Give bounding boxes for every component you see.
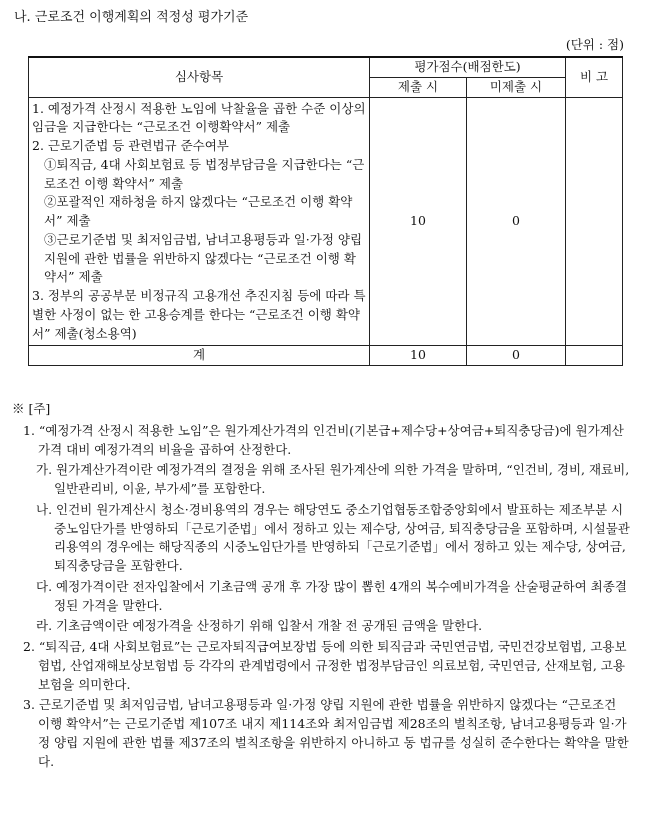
remark-cell [566,97,623,346]
criteria-subitem: ③근로기준법 및 최저임금법, 남녀고용평등과 일·가정 양립 지원에 관한 법률을 위반하지 않겠다는 “근로조건 이행 확약서” 제출 [44,231,363,285]
note-subitem: 나. 인건비 원가계산시 청소·경비용역의 경우는 해당연도 중소기업협동조합중앙회에서 발표하는 제조부분 시중노임단가를 반영하되「근로기준법」에서 정하고 있는 제수당, 상여금, 퇴직충당금을 포함하며, 시설물관리용역의 경우에는 해당직종의 시중노임단가를 반영하되「근로기준법」에서 정하고 있는 제수당, 상여금, 퇴직충당금을 포함한다. [36,501,630,573]
total-not-submitted: 0 [467,346,566,366]
notes-section [12,400,630,771]
criteria-subitem: ②포괄적인 재하청을 하지 않겠다는 “근로조건 이행 확약서” 제출 [44,194,353,228]
total-remark-cell [566,346,623,366]
criteria-item: 2. 근로기준법 등 관련법규 준수여부 [32,138,229,153]
note-item: 3. 근로기준법 및 최저임금법, 남녀고용평등과 일·가정 양립 지원에 관한 법률을 위반하지 않겠다는 “근로조건 이행 확약서”는 근로기준법 제107조 내지 제114조와 최저임금법 제28조의 벌칙조항, 남녀고용평등과 일·가정 양립 지원에 관한 법률 제37조의 벌칙조항을 위반하지 아니하고 동 법규를 성실히 준수한다는 확약을 말한다. [23,697,629,769]
header-item: 심사항목 [29,57,370,97]
criteria-subitem: ①퇴직금, 4대 사회보험료 등 법정부담금을 지급한다는 “근로조건 이행 확약서” 제출 [44,156,365,191]
criteria-item: 3. 정부의 공공부문 비정규직 고용개선 추진지침 등에 따라 특별한 사정이 없는 한 고용승계를 한다는 “근로조건 이행 확약서” 제출(청소용역) [32,288,366,341]
note-subitem: 가. 원가계산가격이란 예정가격의 결정을 위해 조사된 원가계산에 의한 가격을 말하며, “인건비, 경비, 재료비, 일반관리비, 이윤, 부가세”를 포함한다. [36,462,630,496]
score-not-submitted: 0 [467,97,566,346]
notes-header: ※ [주] [12,401,51,416]
criteria-list [29,97,370,346]
evaluation-table [28,56,623,366]
note-item: 2. “퇴직금, 4대 사회보험료”는 근로자퇴직급여보장법 등에 의한 퇴직금과 국민연금법, 국민건강보험법, 고용보험법, 산업재해보상보험법 등 각각의 관계법령에서 규정한 법정부담금인 의료보험, 국민연금, 산재보험, 고용보험을 의미한다. [23,639,627,692]
note-subitem: 라. 기초금액이란 예정가격을 산정하기 위해 입찰서 개찰 전 공개된 금액을 말한다. [36,618,483,634]
note-subitem: 다. 예정가격이란 전자입찰에서 기초금액 공개 후 가장 많이 뽑힌 4개의 복수예비가격을 산술평균하여 최종결정된 가격을 말한다. [36,578,627,613]
unit-label: (단위 : 점) [565,37,624,52]
header-submitted: 제출 시 [370,77,467,97]
section-heading: 나. 근로조건 이행계획의 적정성 평가기준 [14,10,249,25]
total-label: 계 [29,346,370,366]
header-remark: 비 고 [566,57,623,97]
total-submitted: 10 [370,346,467,366]
header-score: 평가점수(배점한도) [370,57,566,77]
score-submitted: 10 [370,97,467,346]
criteria-item: 1. 예정가격 산정시 적용한 노임에 낙찰율을 곱한 수준 이상의 임금을 지급한다는 “근로조건 이행확약서” 제출 [32,100,366,135]
note-item: 1. “예정가격 산정시 적용한 노임”은 원가계산가격의 인건비(기본급+제수당+상여금+퇴직충당금)에 원가계산가격 대비 예정가격의 비율을 곱하여 산정한다. [23,422,624,457]
header-not-submitted: 미제출 시 [467,77,566,97]
